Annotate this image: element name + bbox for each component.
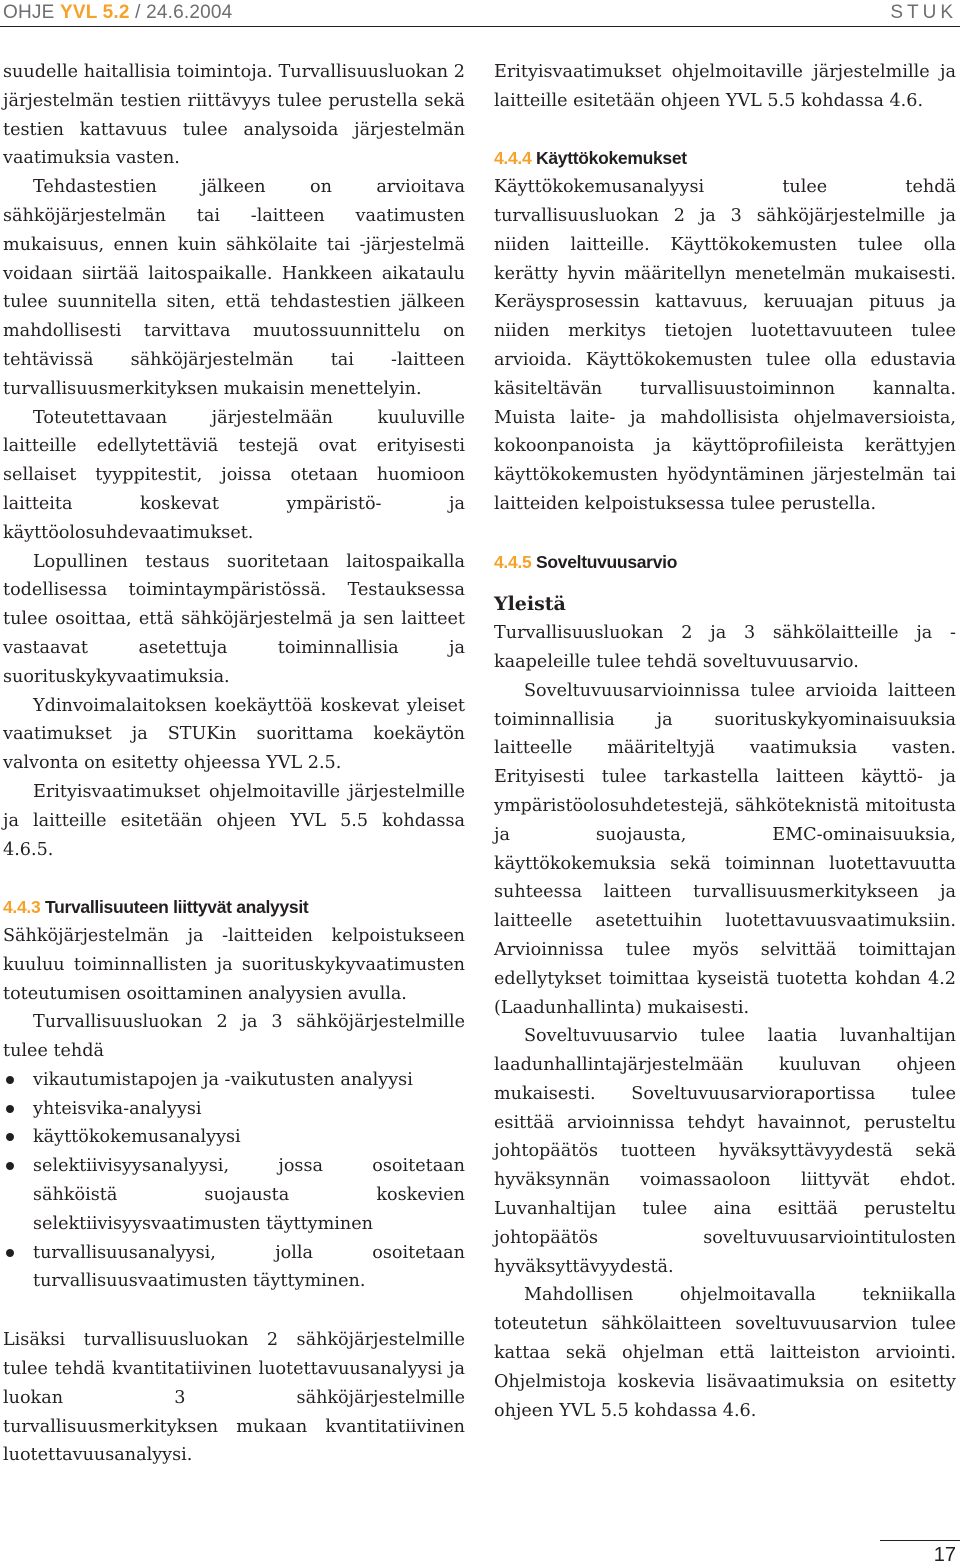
list-item: käyttökokemusanalyysi: [3, 1123, 465, 1152]
organization-name: STUK: [890, 2, 957, 23]
section-number: 4.4.4: [494, 148, 532, 169]
left-paragraph-4: Lopullinen testaus suoritetaan laitospaikalla todellisessa toimintaympäristössä. Testauksessa tulee osoittaa, että sähköjärjestelmä ja sen laitteet vastaavat asetettuja toiminnallisia ja suorituskykyvaatimuksia.: [3, 551, 465, 687]
left-paragraph-2: Tehdastestien jälkeen on arvioitava sähköjärjestelmän tai -laitteen vaatimusten mukaisuus, ennen kuin sähkölaite tai -järjestelmä voidaan siirtää laitospaikalle. Hankkeen aikataulu tulee suunnitella siten, että tehdastestien jälkeen mahdollisesti tarvittava muutossuunnittelu on tehtävissä sähköjärjestelmän tai -laitteen turvallisuusmerkityksen mukaisin menettelyin.: [3, 177, 465, 399]
right-paragraph-6: Mahdollisen ohjelmoitavalla tekniikalla toteutetun sähkölaitteen soveltuvuusarvion tulee kattaa sekä ohjelman että laitteiston arviointi. Ohjelmistoja koskevia lisävaatimuksia on esitetty ohjeen YVL 5.5 kohdassa 4.6.: [494, 1285, 956, 1421]
section-title: Soveltuvuusarvio: [536, 551, 678, 572]
page-number: 17: [933, 1544, 956, 1566]
doc-id: YVL 5.2: [59, 2, 130, 23]
left-paragraph-9: Lisäksi turvallisuusluokan 2 sähköjärjestelmille tulee tehdä kvantitatiivinen luotettavuusanalyysi ja luokan 3 sähköjärjestelmille turvallisuusmerkityksen mukaan kvantitatiivinen luotettavuusanalyysi.: [3, 1330, 465, 1466]
document-reference: [3, 2, 232, 24]
analysis-list: [3, 1066, 465, 1296]
left-paragraph-8: Turvallisuusluokan 2 ja 3 sähköjärjestelmille tulee tehdä: [3, 1012, 465, 1062]
list-item: turvallisuusanalyysi, jolla osoitetaan turvallisuusvaatimusten täyttyminen.: [3, 1239, 465, 1297]
section-title: Käyttökokemukset: [536, 148, 687, 169]
list-item: selektiivisyysanalyysi, jossa osoitetaan sähköistä suojausta koskevien selektiivisyysvaatimusten täyttyminen: [3, 1152, 465, 1238]
header-rule: [0, 26, 960, 27]
right-paragraph-1: Erityisvaatimukset ohjelmoitaville järjestelmille ja laitteille esitetään ohjeen YVL 5.5 kohdassa 4.6.: [494, 62, 956, 111]
doc-prefix: OHJE: [3, 2, 55, 23]
subheading-yleista: Yleistä: [494, 593, 566, 616]
section-number: 4.4.3: [3, 897, 41, 918]
left-paragraph-1: suudelle haitallisia toimintoja. Turvallisuusluokan 2 järjestelmän testien riittävyys tulee perustella sekä testien kattavuus tulee analysoida järjestelmän vaatimuksia vasten.: [3, 62, 465, 169]
section-heading-4-4-3: [3, 893, 465, 922]
list-item: vikautumistapojen ja -vaikutusten analyysi: [3, 1066, 465, 1095]
left-paragraph-7: Sähköjärjestelmän ja -laitteiden kelpoistukseen kuuluu toiminnallisten ja suorituskykyvaatimusten toteutumisen osoittaminen analyysien avulla.: [3, 925, 465, 1004]
section-heading-4-4-4: [494, 144, 956, 173]
list-item: yhteisvika-analyysi: [3, 1095, 465, 1124]
right-column: [494, 58, 956, 1425]
section-title: Turvallisuuteen liittyvät analyysit: [45, 897, 309, 918]
page-header: [0, 0, 960, 40]
footer-rule: [880, 1540, 960, 1541]
left-column: [3, 58, 465, 1470]
doc-date: / 24.6.2004: [135, 2, 233, 23]
right-paragraph-3: Turvallisuusluokan 2 ja 3 sähkölaitteille ja -kaapeleille tulee tehdä soveltuvuusarvio.: [494, 623, 956, 672]
right-paragraph-5: Soveltuvuusarvio tulee laatia luvanhaltijan laadunhallintajärjestelmään kuuluvan ohjeen mukaisesti. Soveltuvuusarvioraportissa tulee esittää arvioinnissa tehdyt havainnot, perusteltu johtopäätös tuotteen hyväksyttävyydestä sekä hyväksynnän voimassaoloon liittyvät ehdot. Luvanhaltijan tulee aina esittää perusteltu johtopäätös soveltuvuusarviointitulosten hyväksyttävyydestä.: [494, 1026, 956, 1277]
right-paragraph-4: Soveltuvuusarvioinnissa tulee arvioida laitteen toiminnallisia ja suorituskykyominaisuuksia laitteelle määriteltyjä vaatimuksia vasten. Erityisesti tulee tarkastella laitteen käyttö- ja ympäristöolosuhdetestejä, sähköteknistä mitoitusta ja suojausta, EMC-ominaisuuksia, käyttökokemuksia sekä toiminnan luotettavuutta suhteessa laitteen turvallisuusmerkitykseen ja laitteelle asetettuihin luotettavuusvaatimuksiin. Arvioinnissa tulee myös selvittää toimittajan edellytykset toimittaa kyseistä tuotetta kohdan 4.2 (Laadunhallinta) mukaisesti.: [494, 680, 956, 1018]
section-number: 4.4.5: [494, 551, 532, 572]
left-paragraph-3: Toteutettavaan järjestelmään kuuluville laitteille edellytettäviä testejä ovat erityisesti sellaiset tyyppitestit, joissa otetaan huomioon laitteita koskevat ympäristö- ja käyttöolosuhdevaatimukset.: [3, 407, 465, 543]
left-paragraph-5: Ydinvoimalaitoksen koekäyttöä koskevat yleiset vaatimukset ja STUKin suorittama koekäytön valvonta on esitetty ohjeessa YVL 2.5.: [3, 695, 465, 774]
section-heading-4-4-5: [494, 548, 956, 577]
right-paragraph-2: Käyttökokemusanalyysi tulee tehdä turvallisuusluokan 2 ja 3 sähköjärjestelmille ja niiden laitteille. Käyttökokemusten tulee olla kerätty hyvin määritellyn menetelmän mukaisesti. Keräysprosessin kattavuus, keruuajan pituus ja niiden merkitys tietojen luotettavuuteen tulee arvioida. Käyttökokemusten tulee olla edustavia käsiteltävän turvallisuustoiminnon kannalta. Muista laite- ja mahdollisista ohjelmaversioista, kokoonpanoista ja käyttöprofiileista kerättyjen käyttökokemusten hyödyntäminen järjestelmän tai laitteiden kelpoistuksessa tulee perustella.: [494, 177, 956, 514]
left-paragraph-6: Erityisvaatimukset ohjelmoitaville järjestelmille ja laitteille esitetään ohjeen YVL 5.5 kohdassa 4.6.5.: [3, 781, 465, 860]
